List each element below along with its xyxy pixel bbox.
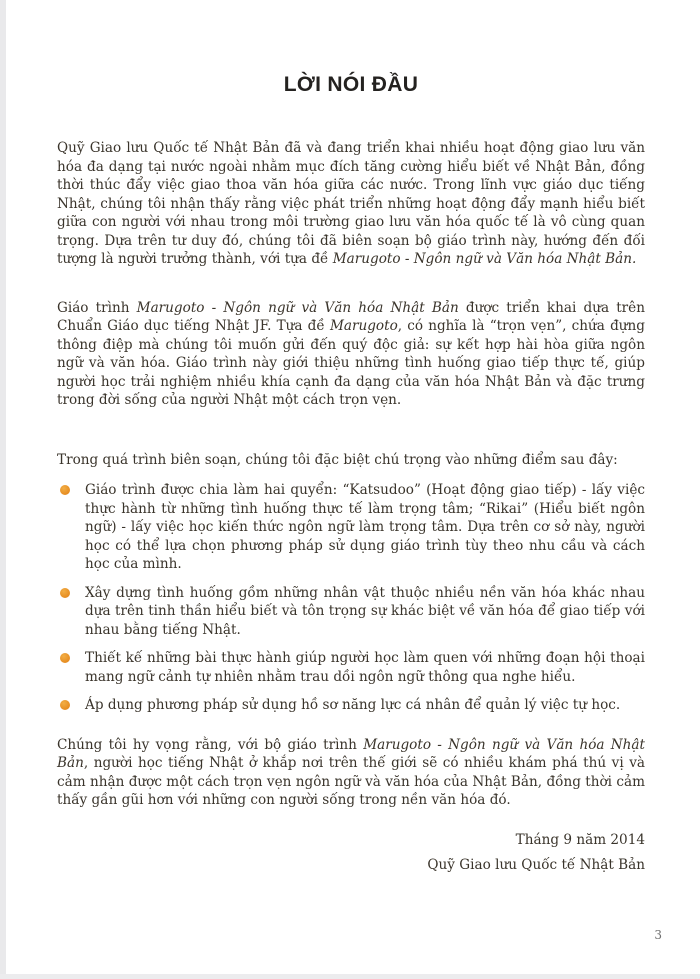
scan-edge-bottom (0, 974, 700, 979)
bullet-text: Giáo trình được chia làm hai quyển: “Katsudoo” (Hoạt động giao tiếp) - lấy việc thực hành từ những tình huống thực tế làm trọng tâm; “Rikai” (Hiểu biết ngôn ngữ) - lấy việc học kiến thức ngôn ngữ làm trọng tâm. Dựa trên cơ sở này, người học có thể lựa chọn phương pháp sử dụng giáo trình tùy theo nhu cầu và cách học của mình. (85, 482, 645, 572)
paragraph-closing (57, 736, 645, 810)
text-run: Chúng tôi hy vọng rằng, với bộ giáo trình (57, 736, 364, 753)
bullet-icon (60, 653, 70, 663)
page-number: 3 (654, 928, 662, 942)
list-item (57, 481, 645, 574)
bullet-icon (60, 485, 70, 495)
signature-block (57, 828, 645, 878)
bullet-icon (60, 588, 70, 598)
bullet-text: Xây dựng tình huống gồm những nhân vật thuộc nhiều nền văn hóa khác nhau dựa trên tinh thần hiểu biết và tôn trọng sự khác biệt về văn hóa để giao tiếp với nhau bằng tiếng Nhật. (85, 584, 645, 638)
page-title: LỜI NÓI ĐẦU (283, 73, 419, 96)
list-item (57, 584, 645, 640)
paragraph-about-textbook (57, 299, 645, 410)
book-title-italic: Marugoto (329, 318, 398, 334)
bullet-text: Thiết kế những bài thực hành giúp người học làm quen với những đoạn hội thoại mang ngữ cảnh tự nhiên nhằm trau dồi ngôn ngữ thông qua nghe hiểu. (85, 650, 645, 685)
text-run: , người học tiếng Nhật ở khắp nơi trên thế giới sẽ có nhiều khám phá thú vị và cảm nhận được một cách trọn vẹn ngôn ngữ và văn hóa của Nhật Bản, đồng thời cảm thấy gần gũi hơn với những con người sống trong nền văn hóa đó. (57, 755, 645, 808)
scan-edge-left (0, 0, 6, 979)
bullet-list-intro: Trong quá trình biên soạn, chúng tôi đặc biệt chú trọng vào những điểm sau đây: (57, 451, 618, 468)
bullet-text: Áp dụng phương pháp sử dụng hồ sơ năng lực cá nhân để quản lý việc tự học. (85, 697, 621, 713)
key-points-list (57, 481, 645, 715)
signature-organization: Quỹ Giao lưu Quốc tế Nhật Bản (427, 856, 645, 873)
text-run: được triển khai dựa trên Chuẩn Giáo dục tiếng Nhật JF. Tựa đề (57, 299, 645, 334)
list-item (57, 696, 645, 715)
text-run: Giáo trình (57, 299, 137, 316)
paragraph-intro-foundation (57, 139, 645, 269)
book-title-italic: Marugoto - Ngôn ngữ và Văn hóa Nhật Bản (57, 736, 645, 771)
book-title-italic: Marugoto - Ngôn ngữ và Văn hóa Nhật Bản. (332, 251, 637, 267)
signature-date: Tháng 9 năm 2014 (515, 831, 645, 848)
document-content (57, 0, 645, 878)
text-run: Quỹ Giao lưu Quốc tế Nhật Bản đã và đang triển khai nhiều hoạt động giao lưu văn hóa đa dạng tại nước ngoài nhằm mục đích tăng cường hiểu biết về Nhật Bản, đồng thời thúc đẩy việc giao thoa văn hóa giữa các nước. Trong lĩnh vực giáo dục tiếng Nhật, chúng tôi nhận thấy rằng việc phát triển những hoạt động đẩy mạnh hiểu biết giữa con người với nhau trong môi trường giao lưu văn hóa quốc tế là vô cùng quan trọng. Dựa trên tư duy đó, chúng tôi đã biên soạn bộ giáo trình này, hướng đến đối tượng là người trưởng thành, với tựa đề (57, 140, 645, 267)
list-item (57, 649, 645, 686)
text-run: , có nghĩa là “trọn vẹn”, chứa đựng thông điệp mà chúng tôi muốn gửi đến quý độc giả: sự kết hợp hài hòa giữa ngôn ngữ và văn hóa. Giáo trình này giới thiệu những tình huống giao tiếp thực tế, giúp người học trải nghiệm nhiều khía cạnh đa dạng của văn hóa Nhật Bản và đặc trưng trong đời sống của người Nhật một cách trọn vẹn. (57, 318, 645, 408)
book-title-italic: Marugoto - Ngôn ngữ và Văn hóa Nhật Bản (136, 299, 459, 316)
bullet-icon (60, 700, 70, 710)
